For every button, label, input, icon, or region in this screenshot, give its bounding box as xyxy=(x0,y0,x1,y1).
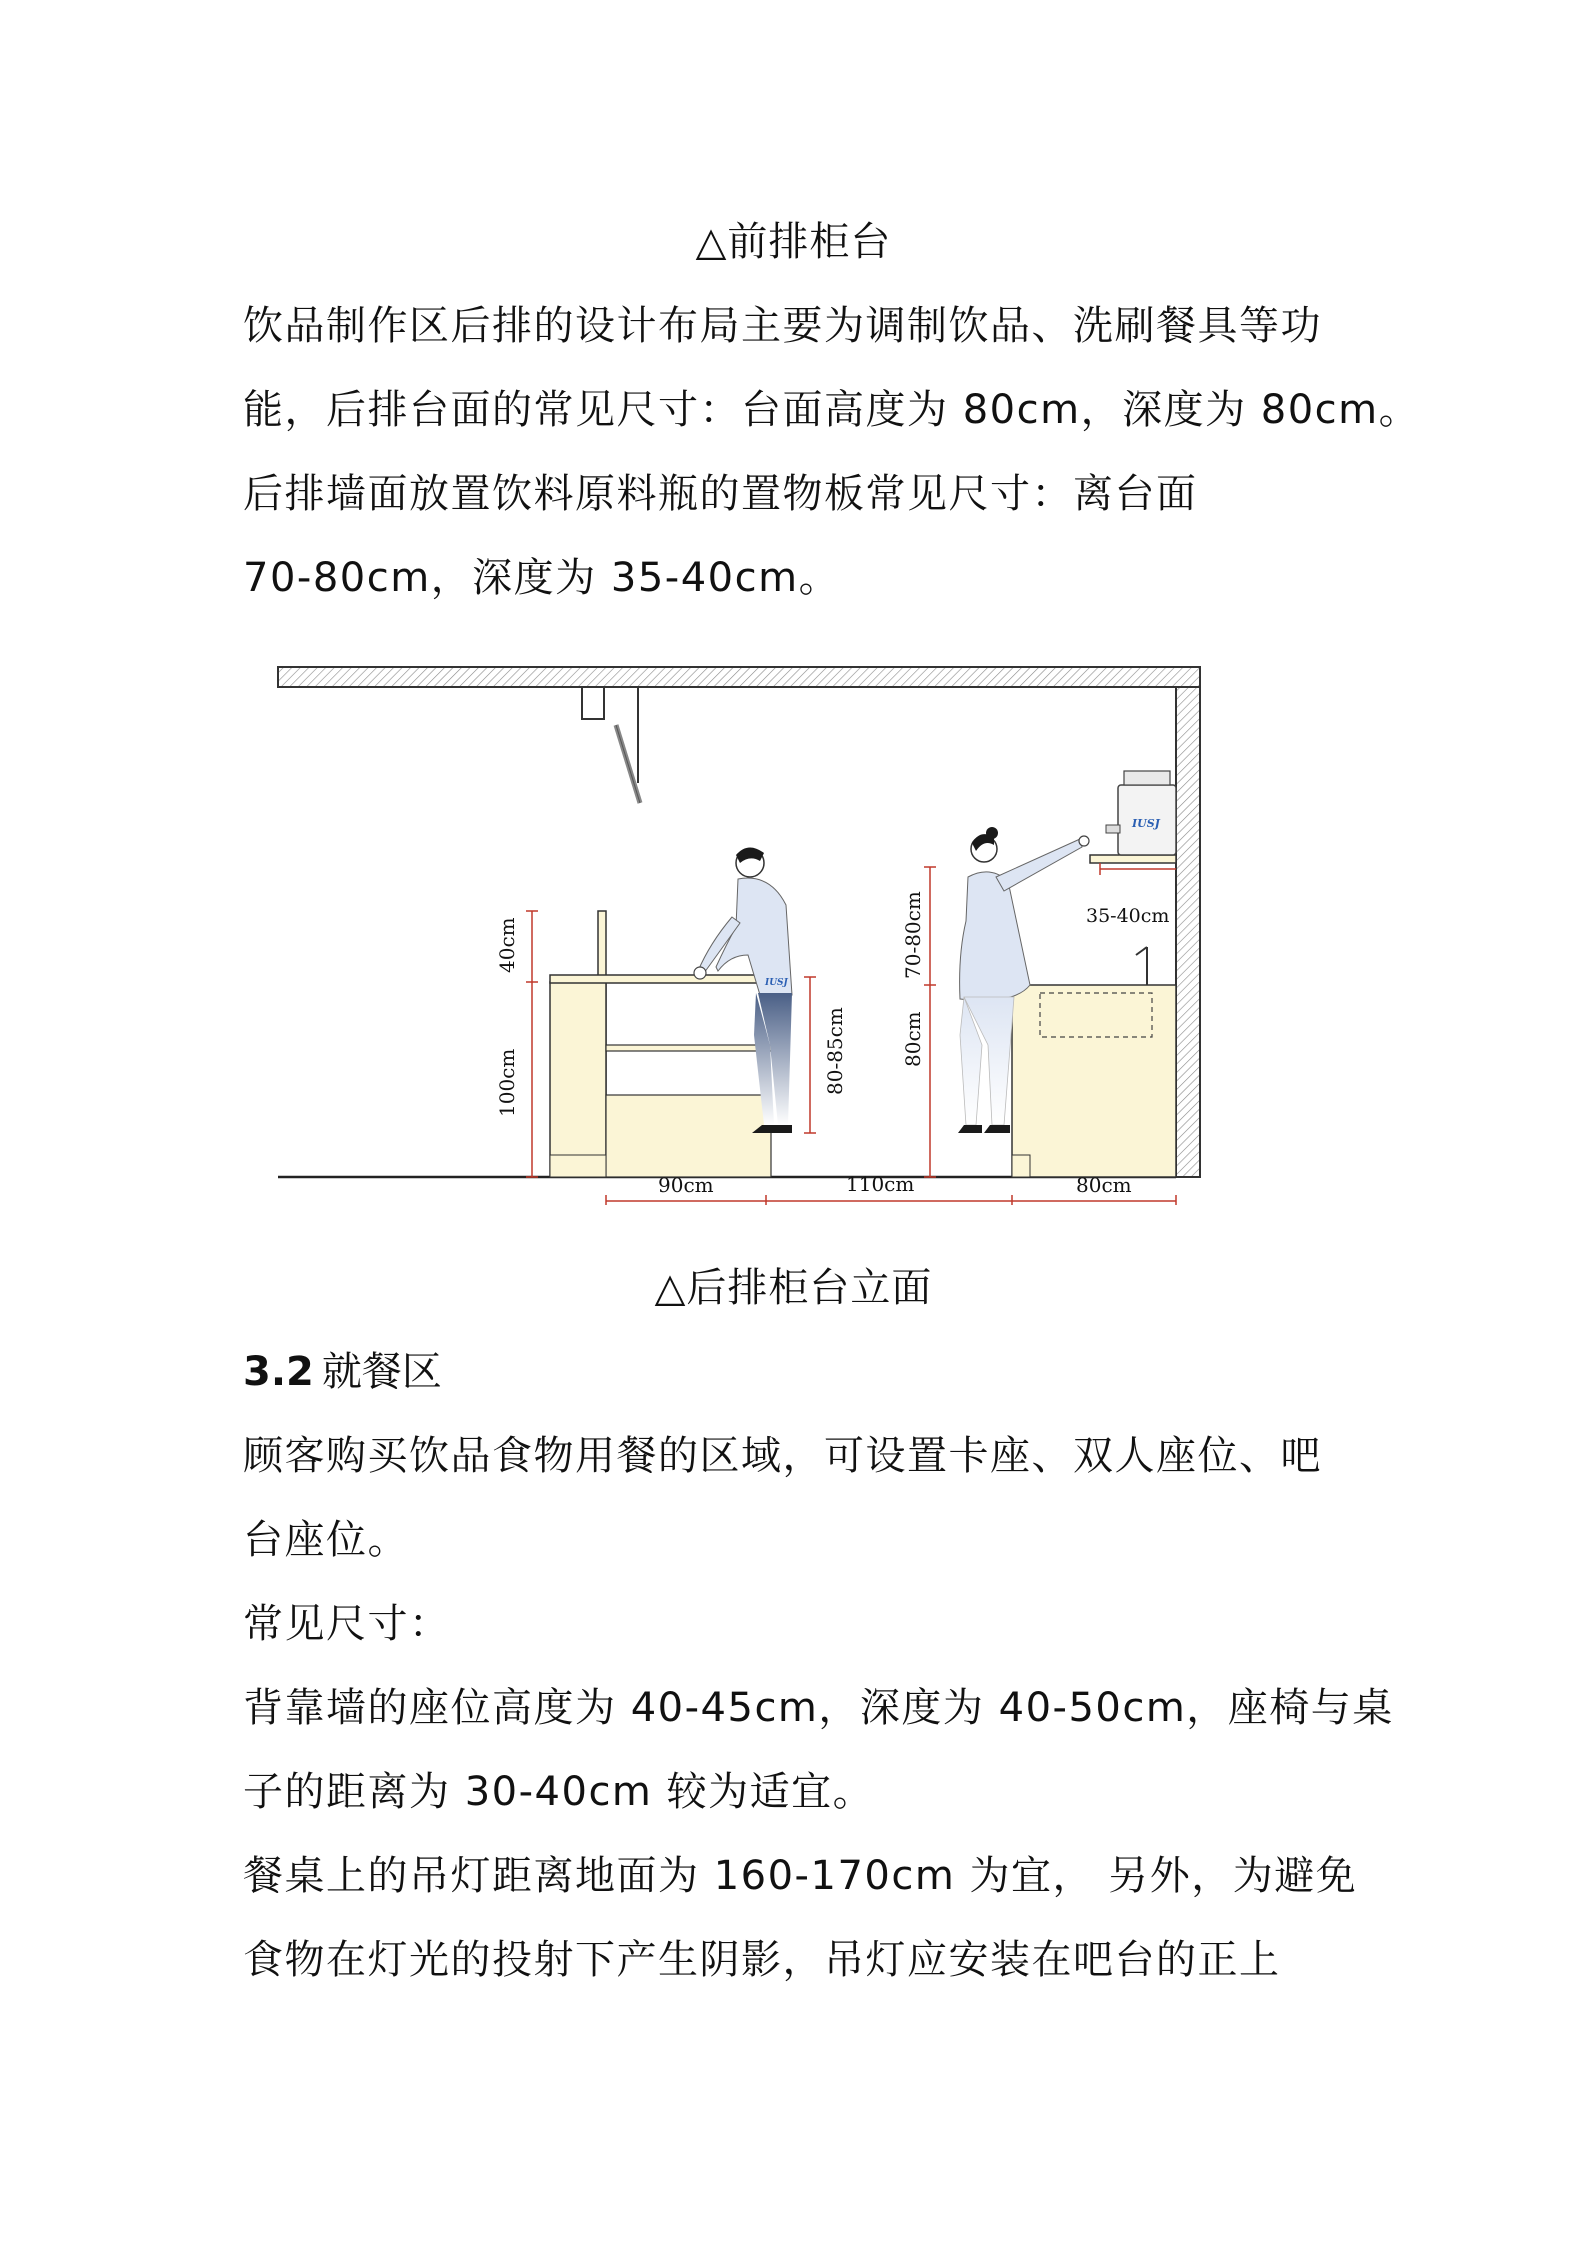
text-line: 70-80cm，深度为 35-40cm。 xyxy=(243,555,841,601)
front-counter-body xyxy=(550,982,606,1177)
front-counter-top xyxy=(550,975,770,983)
back-counter xyxy=(1012,985,1176,1177)
person-brand-mark: IUSJ xyxy=(765,978,788,988)
front-counter-shelf xyxy=(606,1045,771,1051)
dispenser-brand-mark: IUSJ xyxy=(1132,817,1160,830)
text-line: 顾客购买饮品食物用餐的区域，可设置卡座、双人座位、吧 xyxy=(243,1433,1322,1479)
back-counter-elevation-diagram xyxy=(270,655,1210,1205)
text-line: 背靠墙的座位高度为 40-45cm，深度为 40-50cm，座椅与桌 xyxy=(243,1685,1394,1731)
front-counter-base xyxy=(550,1155,606,1177)
dim-label-width-back: 80cm xyxy=(1076,1173,1132,1197)
person-barista-front xyxy=(694,847,792,1133)
text-line: 饮品制作区后排的设计布局主要为调制饮品、洗刷餐具等功 xyxy=(243,303,1322,349)
section-heading xyxy=(243,1340,442,1397)
text-line: 餐桌上的吊灯距离地面为 160-170cm 为宜， 另外，为避免 xyxy=(243,1853,1358,1899)
caption-front-counter: △前排柜台 xyxy=(695,219,892,265)
text-line: 子的距离为 30-40cm 较为适宜。 xyxy=(243,1769,875,1815)
text-line: 食物在灯光的投射下产生阴影，吊灯应安装在吧台的正上 xyxy=(243,1937,1281,1983)
dim-label-person-counter: 80-85cm xyxy=(823,1007,847,1095)
text-line: 常见尺寸： xyxy=(243,1601,451,1647)
ceiling xyxy=(278,667,1200,687)
dim-label-width-front: 90cm xyxy=(658,1173,714,1197)
section-title: 就餐区 xyxy=(321,1349,442,1395)
caption-back-counter-elevation: △后排柜台立面 xyxy=(654,1265,933,1311)
dim-label-back-shelf-gap: 70-80cm xyxy=(901,891,925,979)
front-counter-lower xyxy=(606,1095,771,1177)
dim-label-shelf-depth: 35-40cm xyxy=(1086,905,1170,927)
text-line: 后排墙面放置饮料原料瓶的置物板常见尺寸：离台面 xyxy=(243,471,1198,517)
section-number: 3.2 xyxy=(243,1349,314,1395)
dim-label-width-aisle: 110cm xyxy=(846,1172,915,1196)
right-wall xyxy=(1176,687,1200,1177)
wall-shelf xyxy=(1090,855,1176,863)
text-line: 能，后排台面的常见尺寸：台面高度为 80cm，深度为 80cm。 xyxy=(243,387,1421,433)
back-counter-toe xyxy=(1012,1155,1030,1177)
dim-label-back-counter: 80cm xyxy=(901,1011,925,1067)
dim-label-front-lower: 100cm xyxy=(495,1048,519,1117)
dim-label-front-upper: 40cm xyxy=(495,917,519,973)
ceiling-light-box xyxy=(582,687,604,719)
text-line: 台座位。 xyxy=(243,1517,409,1563)
